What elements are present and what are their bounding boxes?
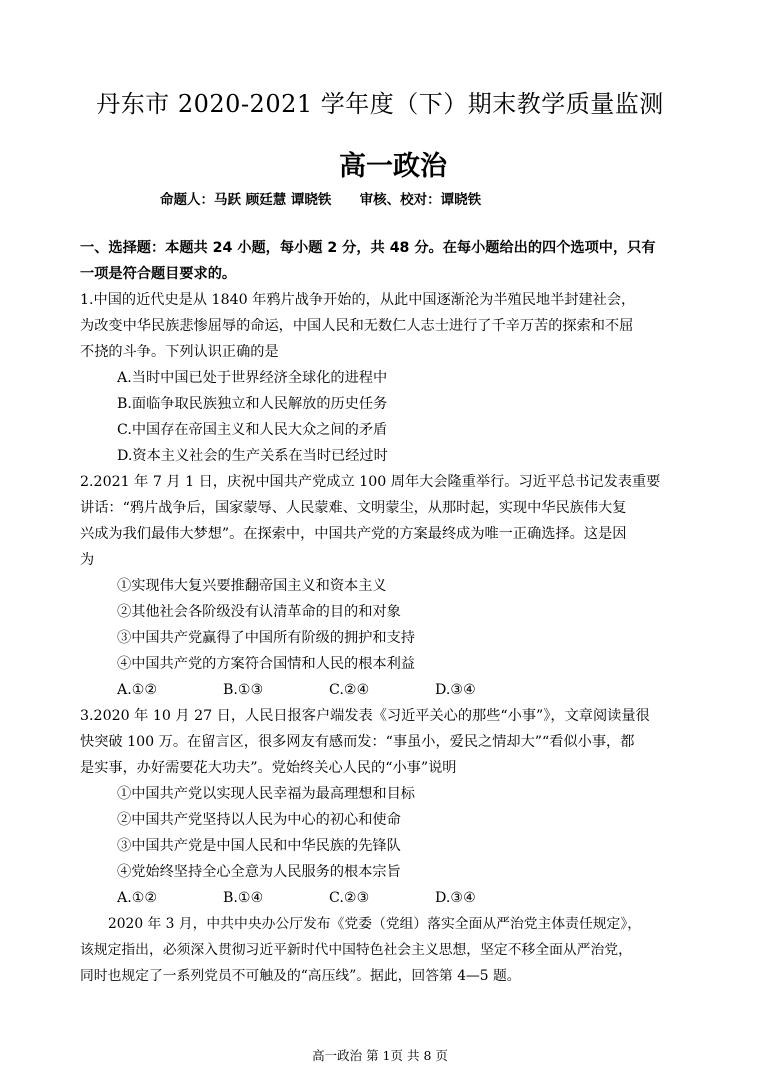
statement-2: ②其他社会各阶级没有认清革命的目的和对象 — [117, 604, 401, 620]
question-2 — [80, 469, 690, 703]
statement-1: ①实现伟大复兴要推翻帝国主义和资本主义 — [117, 578, 387, 594]
choice-row — [80, 885, 690, 911]
section-heading — [80, 235, 690, 287]
option-a[interactable]: A.当时中国已处于世界经济全球化的进程中 — [117, 370, 388, 386]
material-line: 该规定指出，必须深入贯彻习近平新时代中国特色社会主义思想，坚定不移全面从严治党， — [80, 942, 632, 958]
choice-a[interactable]: A.①② — [117, 682, 158, 698]
question-stem-line: 是实事，办好需要花大功夫”。党始终关心人民的“小事”说明 — [80, 760, 457, 776]
choice-a[interactable]: A.①② — [117, 890, 158, 906]
statement-2: ②中国共产党坚持以人民为中心的初心和使命 — [117, 812, 401, 828]
question-stem-line: 为 — [80, 552, 95, 568]
option-d[interactable]: D.资本主义社会的生产关系在当时已经过时 — [117, 448, 388, 464]
question-stem-line: 快突破 100 万。在留言区，很多网友有感而发：“事虽小，爱民之情却大”“看似小事，都 — [80, 734, 635, 750]
question-stem-line: 3.2020 年 10 月 27 日，人民日报客户端发表《习近平关心的那些“小事”》，文章阅读量很 — [80, 708, 650, 724]
statement-1: ①中国共产党以实现人民幸福为最高理想和目标 — [117, 786, 415, 802]
question-stem-line: 2.2021 年 7 月 1 日，庆祝中国共产党成立 100 周年大会隆重举行。习近平总书记发表重要 — [80, 474, 661, 490]
statement-3: ③中国共产党是中国人民和中华民族的先锋队 — [117, 838, 401, 854]
choice-c[interactable]: C.②④ — [329, 682, 370, 698]
question-3 — [80, 703, 690, 911]
statement-3: ③中国共产党赢得了中国所有阶级的拥护和支持 — [117, 630, 415, 646]
section-heading-line: 一、选择题：本题共 24 小题，每小题 2 分，共 48 分。在每小题给出的四个选项中，只有 — [80, 240, 656, 256]
choice-c[interactable]: C.②③ — [329, 890, 370, 906]
subject-title: 高一政治 — [339, 151, 447, 182]
question-stem-line: 不挠的斗争。下列认识正确的是 — [80, 344, 279, 360]
material-line: 同时也规定了一系列党员不可触及的“高压线”。据此，回答第 4—5 题。 — [80, 968, 521, 984]
question-stem-line: 为改变中华民族悲惨屈辱的命运，中国人民和无数仁人志士进行了千辛万苦的探索和不屈 — [80, 318, 634, 334]
statement-4: ④中国共产党的方案符合国情和人民的根本利益 — [117, 656, 415, 672]
choice-b[interactable]: B.①④ — [223, 890, 264, 906]
question-stem-line: 讲话：“鸦片战争后，国家蒙辱、人民蒙难、文明蒙尘，从那时起，实现中华民族伟大复 — [80, 500, 627, 516]
exam-body — [80, 235, 690, 989]
choice-d[interactable]: D.③④ — [435, 890, 476, 906]
page-footer: 高一政治 第 1页 共 8 页 — [312, 1048, 448, 1063]
choice-d[interactable]: D.③④ — [435, 682, 476, 698]
question-stem-line: 1.中国的近代史是从 1840 年鸦片战争开始的，从此中国逐渐沦为半殖民地半封建社会， — [80, 292, 636, 308]
question-1 — [80, 287, 690, 469]
option-c[interactable]: C.中国存在帝国主义和人民大众之间的矛盾 — [117, 422, 388, 438]
authors-line: 命题人：马跃 顾廷慧 谭晓铁 审核、校对：谭晓铁 — [160, 192, 482, 208]
choice-b[interactable]: B.①③ — [223, 682, 264, 698]
exam-title: 丹东市 2020-2021 学年度（下）期末教学质量监测 — [96, 90, 664, 118]
material-line: 2020 年 3 月，中共中央办公厅发布《党委（党组）落实全面从严治党主体责任规定》， — [108, 916, 642, 932]
choice-row — [80, 677, 690, 703]
material-passage — [80, 911, 690, 989]
section-heading-line: 一项是符合题目要求的。 — [80, 266, 237, 282]
question-stem-line: 兴成为我们最伟大梦想”。在探索中，中国共产党的方案最终成为唯一正确选择。这是因 — [80, 526, 627, 542]
statement-4: ④党始终坚持全心全意为人民服务的根本宗旨 — [117, 864, 401, 880]
option-b[interactable]: B.面临争取民族独立和人民解放的历史任务 — [117, 396, 388, 412]
